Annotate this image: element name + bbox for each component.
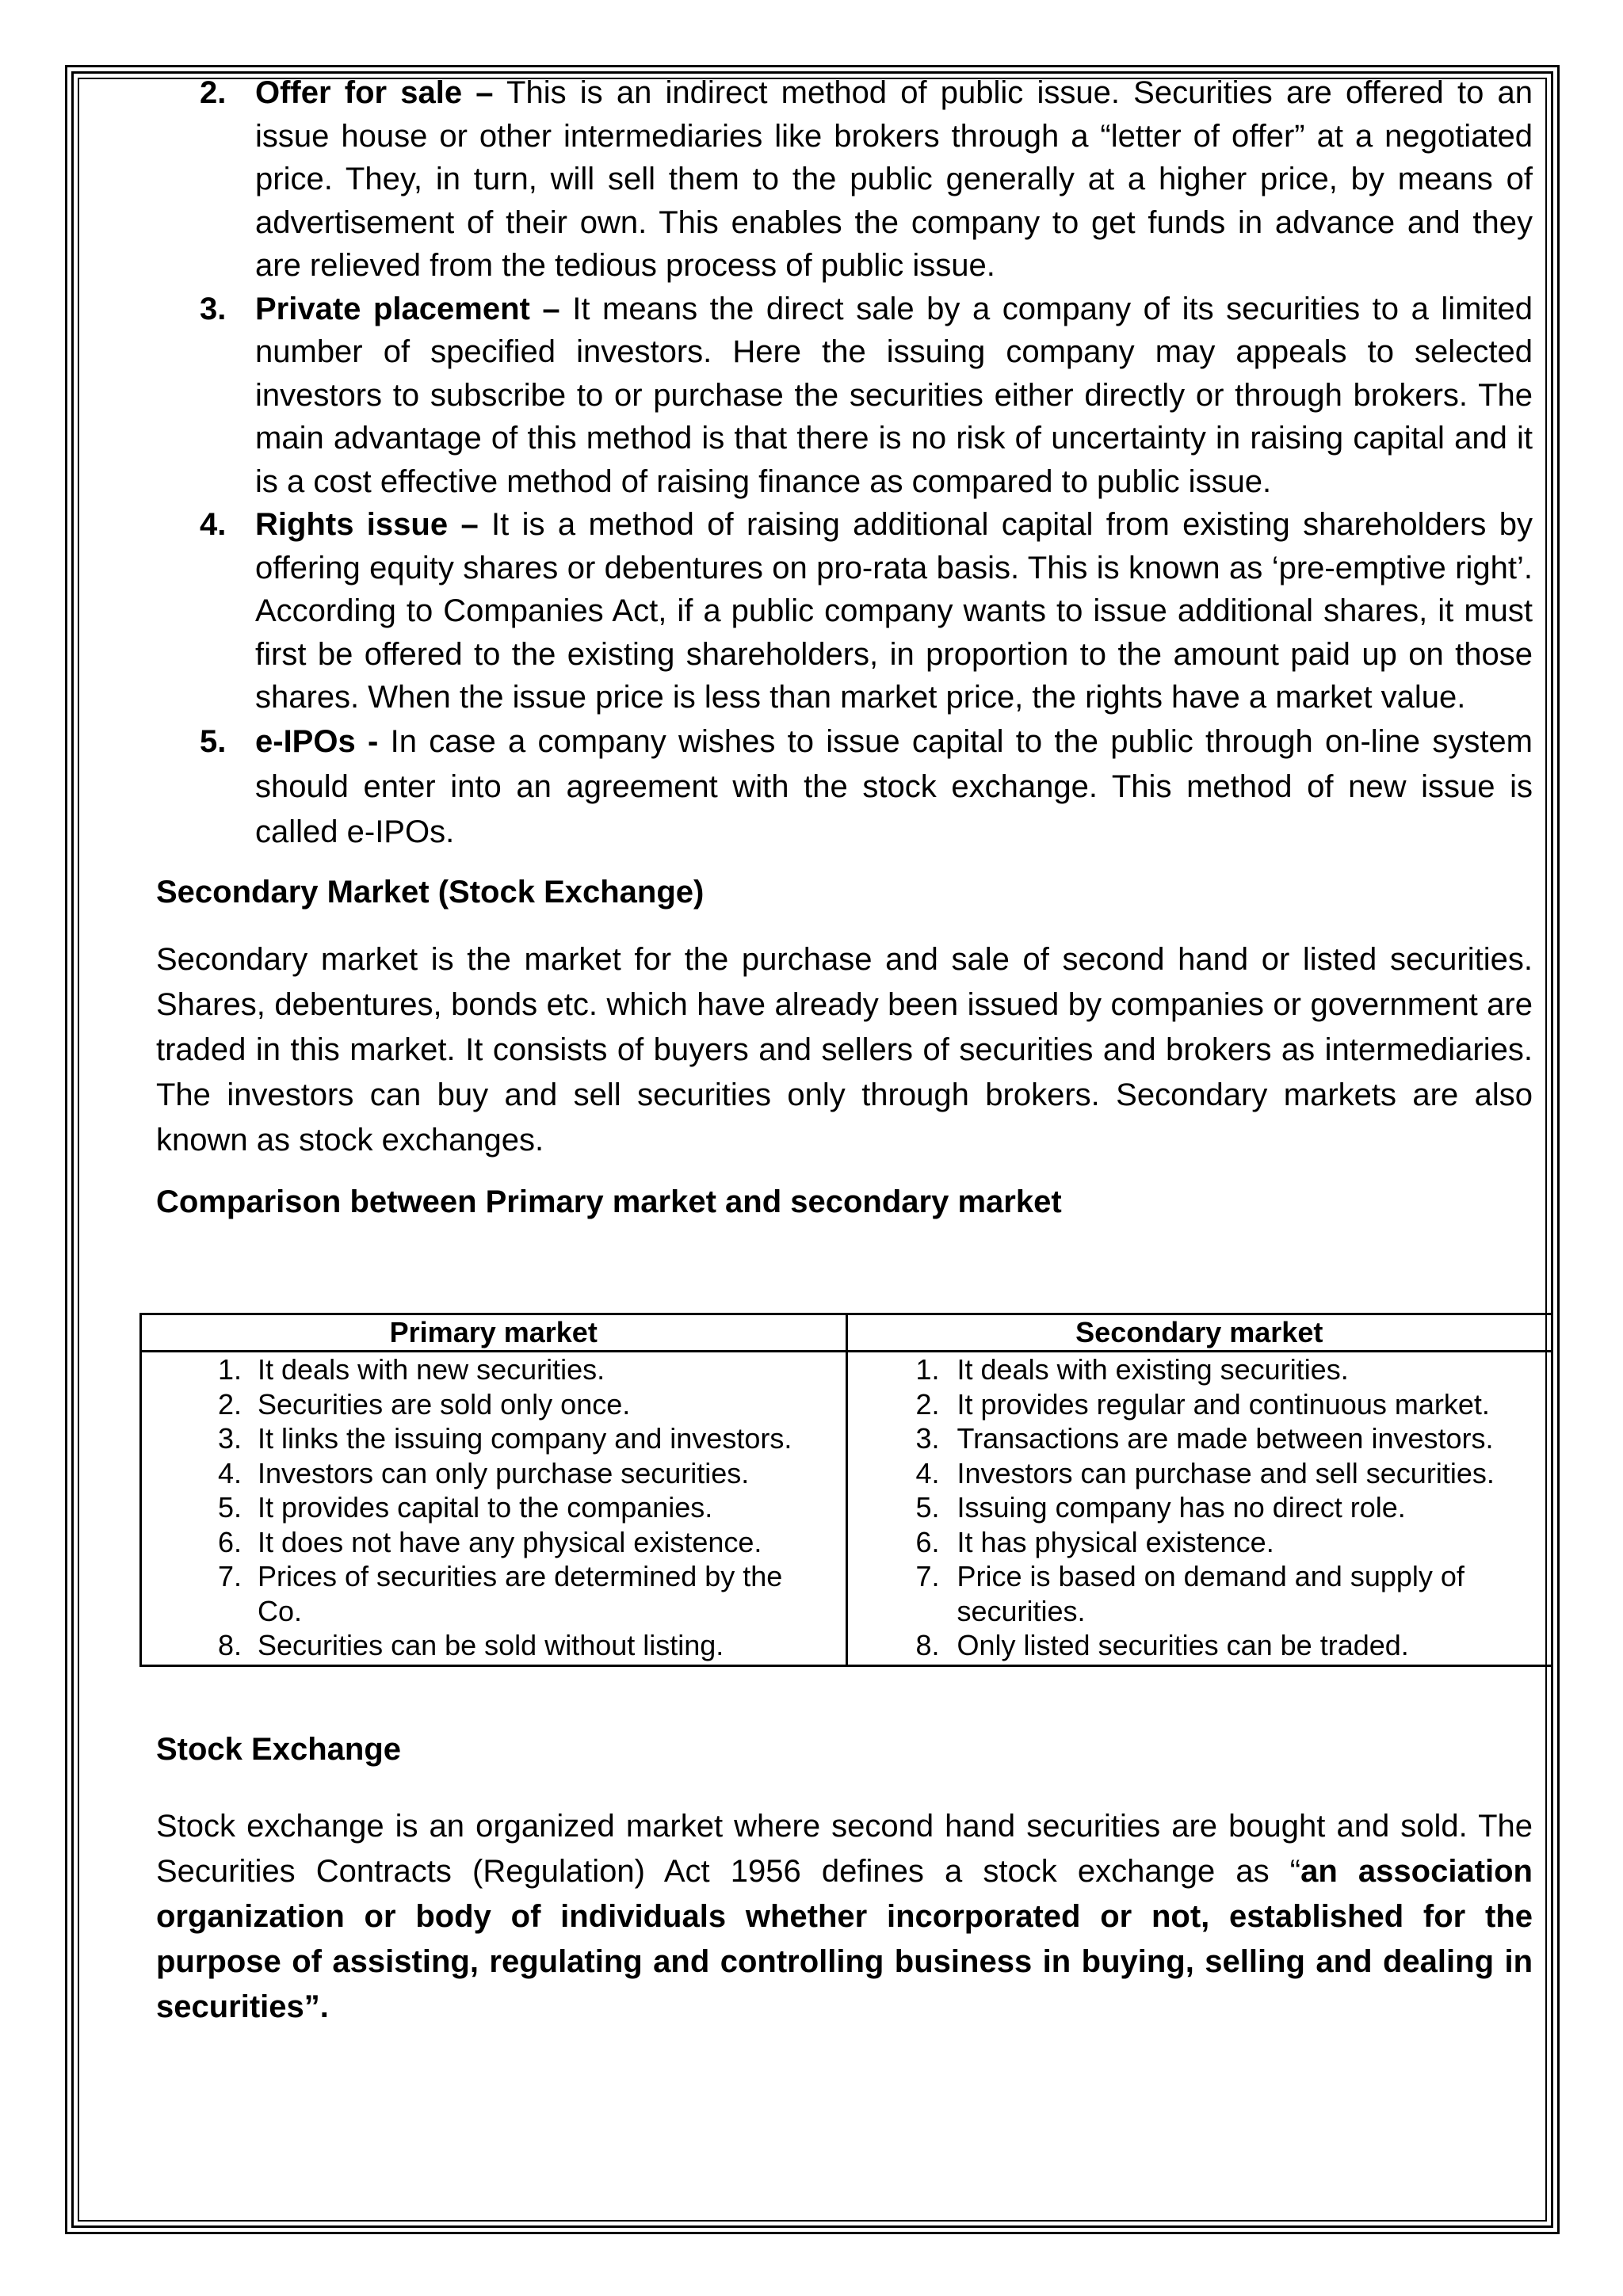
list-number: 4.: [915, 1456, 940, 1489]
list-text: It provides regular and continuous market.: [957, 1387, 1490, 1421]
list-item: [142, 1421, 846, 1456]
list-number: 1.: [218, 1353, 242, 1386]
list-item: [142, 1559, 846, 1628]
list-item: [142, 1525, 846, 1560]
secondary-market-list: [848, 1352, 1552, 1663]
list-text: Securities can be sold without listing.: [258, 1629, 724, 1661]
list-number: 8.: [218, 1629, 242, 1661]
list-number: 5.: [915, 1491, 940, 1524]
column-header-primary: Primary market: [141, 1314, 847, 1352]
list-item: [848, 1387, 1552, 1422]
list-text: It does not have any physical existence.: [258, 1525, 762, 1558]
list-text: Securities are sold only once.: [258, 1387, 631, 1421]
list-item: [848, 1421, 1552, 1456]
list-number: 3.: [200, 291, 227, 326]
list-item: [142, 1387, 846, 1422]
list-item: [848, 1456, 1552, 1491]
list-text: Transactions are made between investors.: [957, 1422, 1494, 1455]
list-number: 7.: [915, 1560, 940, 1592]
stock-exchange-paragraph: [156, 1804, 1533, 2030]
list-item: [142, 1490, 846, 1525]
list-text: Issuing company has no direct role.: [957, 1491, 1406, 1524]
list-item: [142, 1456, 846, 1491]
list-item: [848, 1525, 1552, 1560]
issue-methods-list: [156, 71, 1533, 855]
method-rights-issue: [200, 503, 1533, 719]
section-heading-stock-exchange: Stock Exchange: [156, 1732, 402, 1767]
list-item: [848, 1352, 1552, 1387]
list-number: 4.: [200, 507, 227, 542]
list-number: 3.: [218, 1422, 242, 1455]
method-text: It is a method of raising additional capital from existing shareholders by offering equity shares or debentures on pro-rata basis. This is known as ‘pre-emptive right’. According to Companies Act, if a public company wants to issue additional shares, it must first be offered to the existing shareholders, in proportion to the amount paid up on those shares. When the issue price is less than market price, the rights have a market value.: [255, 507, 1533, 715]
method-private-placement: [200, 288, 1533, 504]
list-number: 7.: [218, 1560, 242, 1592]
list-item: [142, 1352, 846, 1387]
method-e-ipos: [200, 719, 1533, 855]
method-text: This is an indirect method of public issue. Securities are offered to an issue house or other intermediaries like brokers through a “letter of offer” at a negotiated price. They, in turn, will sell them to the public generally at a higher price, by means of advertisement of their own. This enables the company to get funds in advance and they are relieved from the tedious process of public issue.: [255, 75, 1533, 283]
list-text: Investors can only purchase securities.: [258, 1456, 750, 1489]
column-header-secondary: Secondary market: [846, 1314, 1552, 1352]
stock-exchange-section: [156, 1727, 1533, 2030]
list-text: It links the issuing company and investors.: [258, 1422, 792, 1455]
list-text: Only listed securities can be traded.: [957, 1629, 1409, 1661]
list-number: 6.: [218, 1525, 242, 1558]
method-offer-for-sale: [200, 71, 1533, 288]
list-number: 2.: [200, 75, 227, 110]
method-title: Offer for sale –: [255, 75, 494, 110]
list-number: 8.: [915, 1629, 940, 1661]
stock-exchange-text: Stock exchange is an organized market where second hand securities are bought and sold. The Securities Contracts (Regulation) Act 1956 defines a stock exchange as “: [156, 1809, 1533, 1889]
method-text: It means the direct sale by a company of its securities to a limited number of specified investors. Here the issuing company may appeals to selected investors to subscribe to or purchase the securities either directly or through brokers. The main advantage of this method is that there is no risk of uncertainty in raising capital and it is a cost effective method of raising finance as compared to public issue.: [255, 291, 1533, 499]
section-heading-comparison: Comparison between Primary market and secondary market: [156, 1184, 1062, 1219]
list-number: 1.: [915, 1353, 940, 1386]
list-number: 6.: [915, 1525, 940, 1558]
primary-market-list: [142, 1352, 846, 1663]
list-item: [848, 1628, 1552, 1663]
list-number: 3.: [915, 1422, 940, 1455]
list-number: 2.: [218, 1387, 242, 1421]
list-text: Prices of securities are determined by the Co.: [258, 1560, 783, 1627]
page-content: [156, 71, 1533, 1224]
list-item: [848, 1559, 1552, 1628]
list-text: Price is based on demand and supply of securities.: [957, 1560, 1465, 1627]
secondary-market-paragraph: Secondary market is the market for the purchase and sale of second hand or listed securities. Shares, debentures, bonds etc. which have already been issued by companies or government are traded in this market. It consists of buyers and sellers of securities and brokers as intermediaries. The investors can buy and sell securities only through brokers. Secondary markets are also known as stock exchanges.: [156, 942, 1533, 1158]
list-item: [848, 1490, 1552, 1525]
list-number: 5.: [200, 723, 227, 759]
comparison-table: [139, 1313, 1553, 1667]
list-text: It has physical existence.: [957, 1525, 1274, 1558]
table-row: [141, 1352, 1552, 1666]
section-heading-secondary-market: Secondary Market (Stock Exchange): [156, 874, 705, 910]
method-title: Rights issue –: [255, 507, 479, 542]
stock-exchange-definition: an association organization or body of individuals whether incorporated or not, established for the purpose of assisting, regulating and controlling business in buying, selling and dealing in securities”.: [156, 1854, 1533, 2024]
list-number: 4.: [218, 1456, 242, 1489]
method-title: Private placement –: [255, 291, 560, 326]
list-text: It deals with new securities.: [258, 1353, 605, 1386]
list-number: 5.: [218, 1491, 242, 1524]
method-text: In case a company wishes to issue capital to the public through on-line system should enter into an agreement with the stock exchange. This method of new issue is called e-IPOs.: [255, 723, 1533, 849]
list-text: It deals with existing securities.: [957, 1353, 1349, 1386]
table-header-row: [141, 1314, 1552, 1352]
list-text: It provides capital to the companies.: [258, 1491, 713, 1524]
list-text: Investors can purchase and sell securities.: [957, 1456, 1495, 1489]
method-title: e-IPOs -: [255, 723, 379, 759]
secondary-market-cell: [846, 1352, 1552, 1666]
list-item: [142, 1628, 846, 1663]
primary-market-cell: [141, 1352, 847, 1666]
list-number: 2.: [915, 1387, 940, 1421]
